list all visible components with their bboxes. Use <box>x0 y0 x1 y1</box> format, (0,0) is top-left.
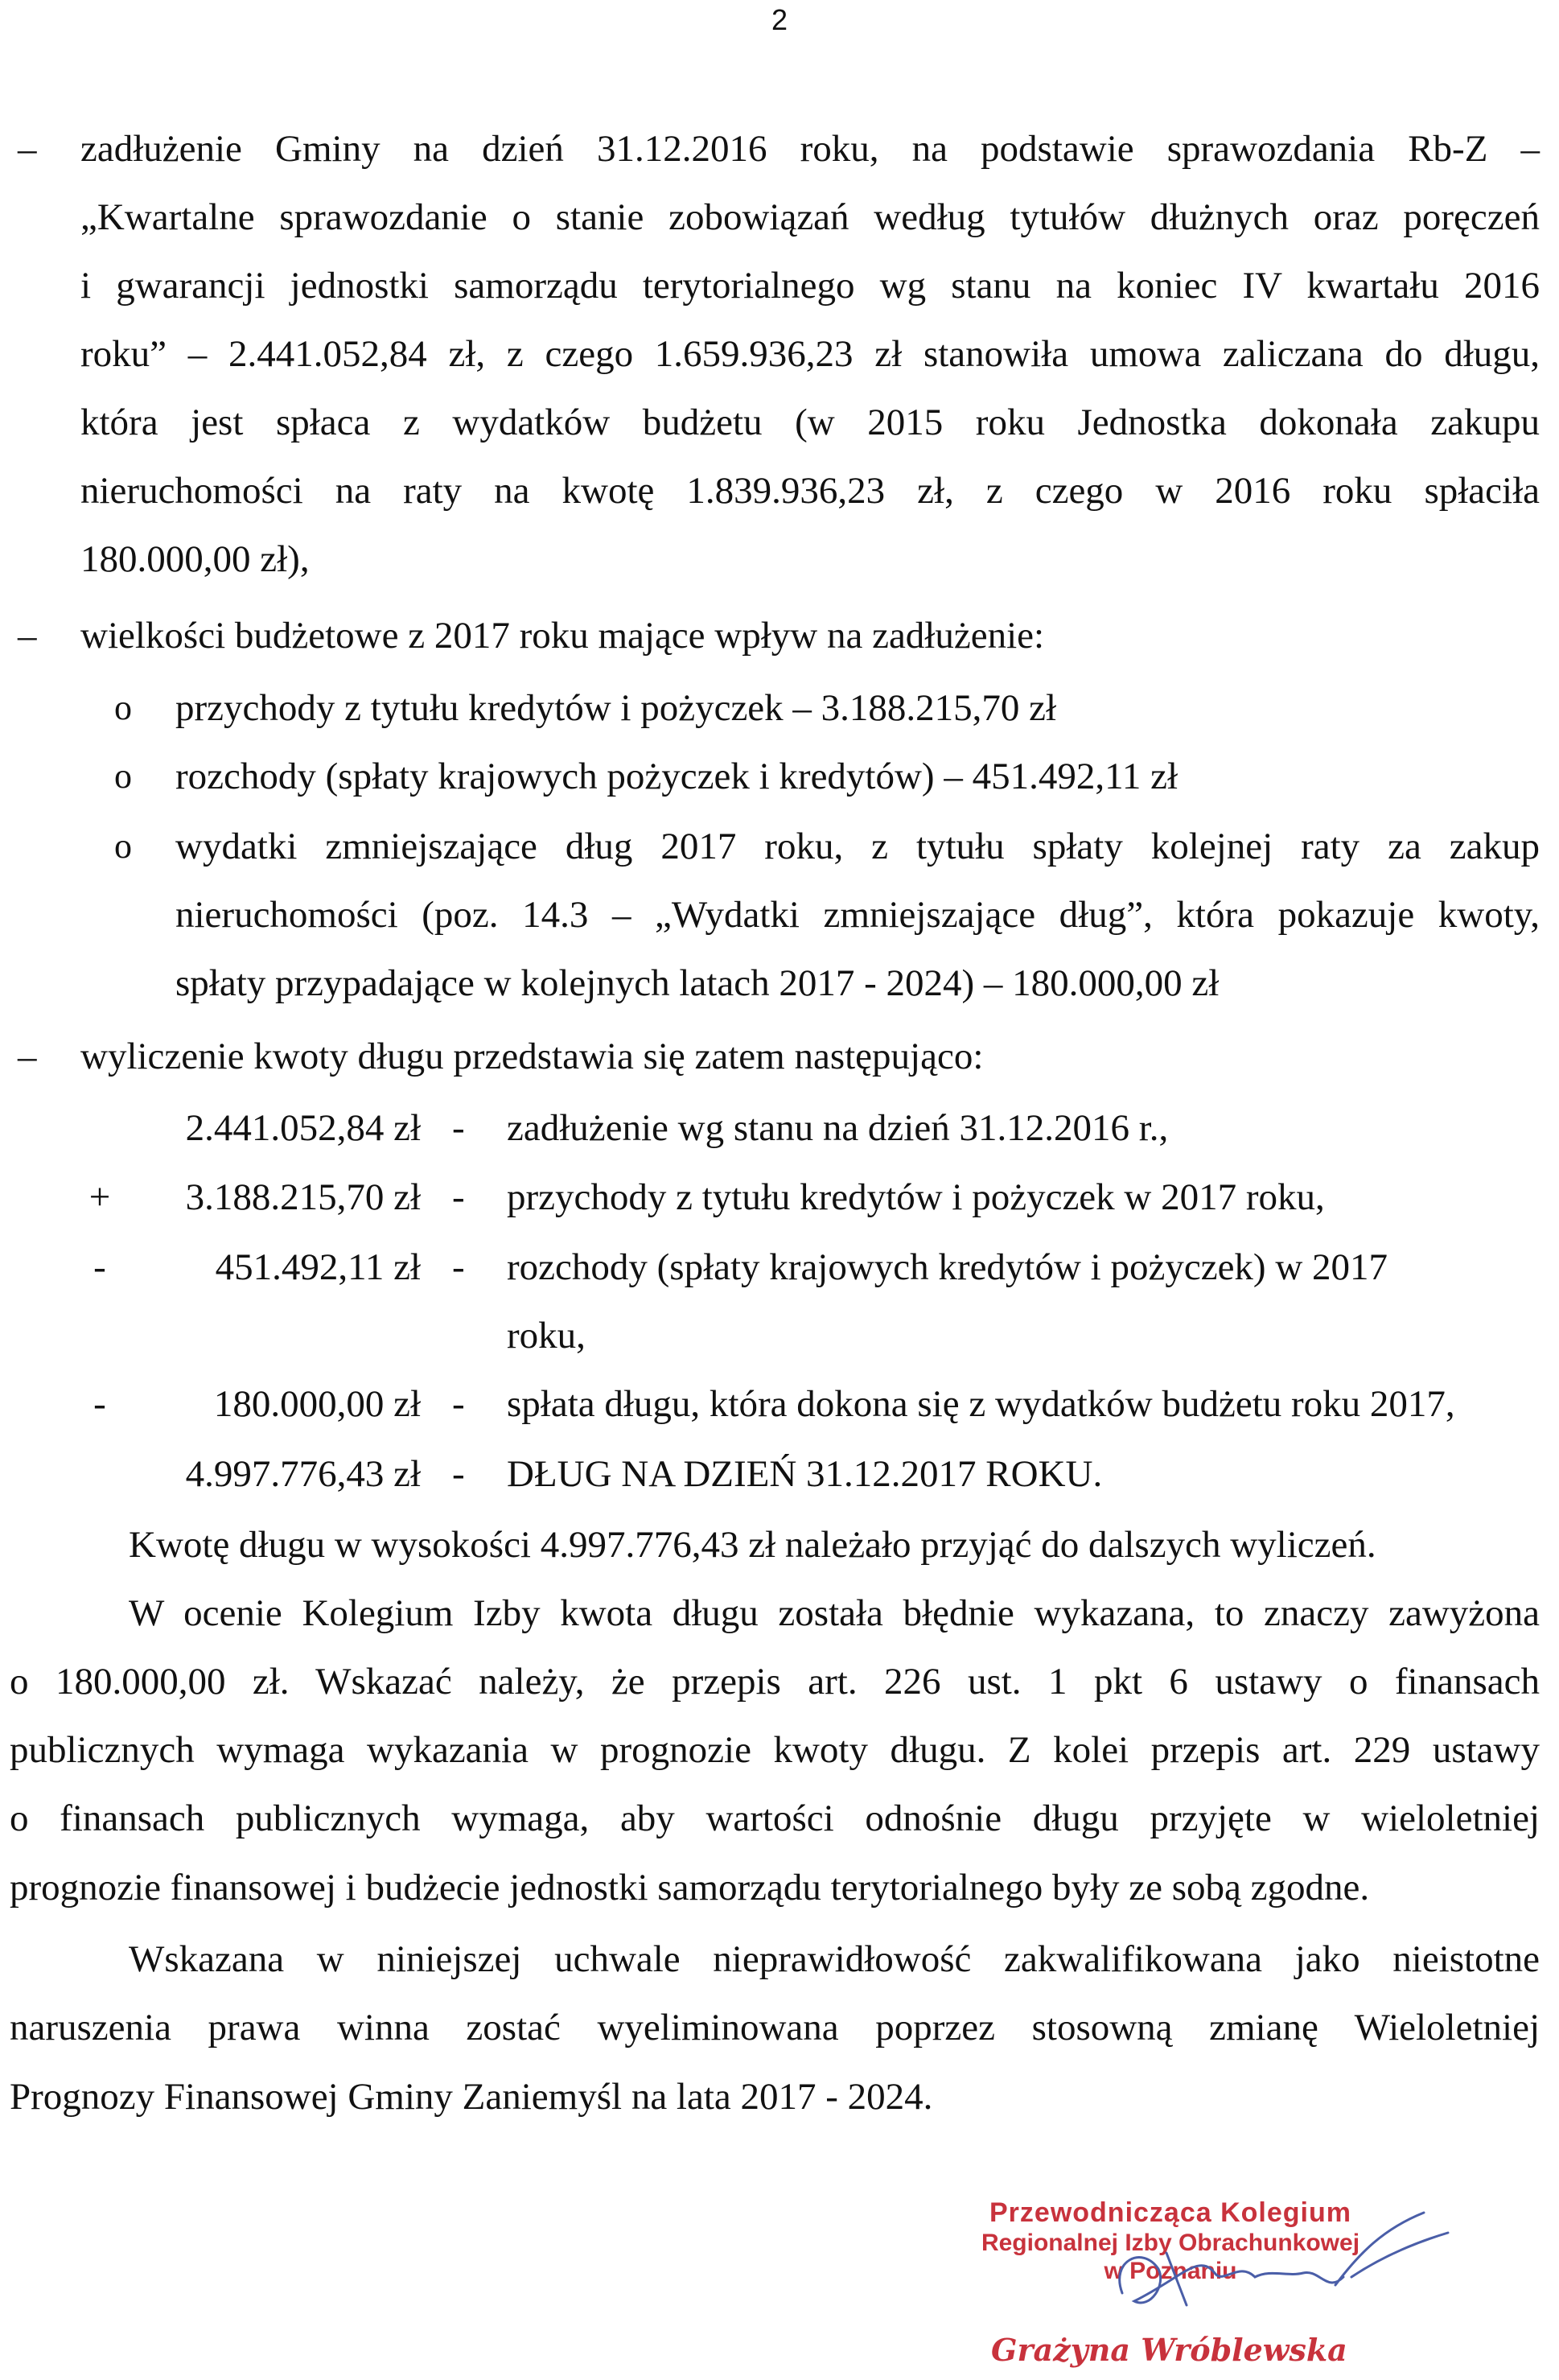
handwritten-signature <box>1046 2197 1464 2325</box>
stamp-institution: Regionalnej Izby Obrachunkowej <box>981 2230 1360 2256</box>
stamp-signatory-name: Grażyna Wróblewska <box>991 2332 1347 2368</box>
section-intro: wyliczenie kwoty długu przedstawia się zatem następująco: <box>80 1036 984 1077</box>
calc-separator: - <box>452 1383 465 1425</box>
circle-bullet: o <box>114 756 132 796</box>
stamp-city: w Poznaniu <box>1104 2258 1237 2284</box>
text-line: Kwotę długu w wysokości 4.997.776,43 zł należało przyjąć do dalszych wyliczeń. <box>129 1524 1376 1566</box>
calc-amount: 4.997.776,43 zł <box>185 1453 421 1495</box>
bullet-text: rozchody (spłaty krajowych pożyczek i kredytów) – 451.492,11 zł <box>175 756 1179 797</box>
text-line: zadłużenie Gminy na dzień 31.12.2016 roku, na podstawie sprawozdania Rb-Z – <box>80 128 1540 170</box>
calc-operator: + <box>88 1176 111 1218</box>
text-line: W ocenie Kolegium Izby kwota długu została błędnie wykazana, to znaczy zawyżona <box>129 1592 1540 1634</box>
text-line: nieruchomości na raty na kwotę 1.839.936,23 zł, z czego w 2016 roku spłaciła <box>80 470 1540 512</box>
calc-description: zadłużenie wg stanu na dzień 31.12.2016 r., <box>507 1107 1169 1149</box>
calc-amount: 451.492,11 zł <box>215 1246 421 1288</box>
text-line: Prognozy Finansowej Gminy Zaniemyśl na lata 2017 - 2024. <box>10 2076 933 2118</box>
text-line: prognozie finansowej i budżecie jednostki samorządu terytorialnego były ze sobą zgodne. <box>10 1867 1370 1909</box>
text-line: naruszenia prawa winna zostać wyeliminowana poprzez stosowną zmianę Wieloletniej <box>10 2007 1540 2049</box>
text-line: „Kwartalne sprawozdanie o stanie zobowiązań według tytułów dłużnych oraz poręczeń <box>80 196 1540 238</box>
text-line: publicznych wymaga wykazania w prognozie kwoty długu. Z kolei przepis art. 229 ustawy <box>10 1729 1540 1771</box>
calc-description: DŁUG NA DZIEŃ 31.12.2017 ROKU. <box>507 1453 1103 1495</box>
calc-description: przychody z tytułu kredytów i pożyczek w 2017 roku, <box>507 1176 1325 1218</box>
calc-description: rozchody (spłaty krajowych kredytów i pożyczek) w 2017 <box>507 1246 1388 1288</box>
calc-amount: 3.188.215,70 zł <box>185 1176 421 1218</box>
calc-operator: - <box>93 1383 106 1425</box>
section-intro: wielkości budżetowe z 2017 roku mające wpływ na zadłużenie: <box>80 615 1045 657</box>
dash-bullet: – <box>18 128 37 170</box>
stamp-title: Przewodnicząca Kolegium <box>989 2197 1351 2228</box>
text-line: o 180.000,00 zł. Wskazać należy, że przepis art. 226 ust. 1 pkt 6 ustawy o finansach <box>10 1661 1540 1703</box>
calc-separator: - <box>452 1246 465 1288</box>
text-line: 180.000,00 zł), <box>80 538 310 580</box>
calc-operator: - <box>93 1246 106 1288</box>
bullet-text: nieruchomości (poz. 14.3 – „Wydatki zmniejszające dług”, która pokazuje kwoty, <box>175 894 1540 936</box>
calc-amount: 180.000,00 zł <box>213 1383 421 1425</box>
calc-separator: - <box>452 1176 465 1218</box>
bullet-text: spłaty przypadające w kolejnych latach 2017 - 2024) – 180.000,00 zł <box>175 962 1220 1004</box>
circle-bullet: o <box>114 826 132 866</box>
calc-description: roku, <box>507 1315 586 1357</box>
bullet-text: przychody z tytułu kredytów i pożyczek – 3.188.215,70 zł <box>175 687 1057 729</box>
calc-amount: 2.441.052,84 zł <box>185 1107 421 1149</box>
text-line: która jest spłaca z wydatków budżetu (w 2015 roku Jednostka dokonała zakupu <box>80 401 1540 443</box>
text-line: Wskazana w niniejszej uchwale nieprawidłowość zakwalifikowana jako nieistotne <box>129 1938 1540 1980</box>
text-line: i gwarancji jednostki samorządu terytorialnego wg stanu na koniec IV kwartału 2016 <box>80 265 1540 307</box>
dash-bullet: – <box>18 1036 37 1077</box>
page-number: 2 <box>771 3 788 36</box>
calc-separator: - <box>452 1107 465 1149</box>
circle-bullet: o <box>114 688 132 727</box>
calc-description: spłata długu, która dokona się z wydatków budżetu roku 2017, <box>507 1383 1455 1425</box>
calc-separator: - <box>452 1453 465 1495</box>
bullet-text: wydatki zmniejszające dług 2017 roku, z tytułu spłaty kolejnej raty za zakup <box>175 826 1540 867</box>
dash-bullet: – <box>18 615 37 657</box>
text-line: roku” – 2.441.052,84 zł, z czego 1.659.936,23 zł stanowiła umowa zaliczana do długu, <box>80 333 1540 375</box>
text-line: o finansach publicznych wymaga, aby wartości odnośnie długu przyjęte w wieloletniej <box>10 1797 1540 1839</box>
